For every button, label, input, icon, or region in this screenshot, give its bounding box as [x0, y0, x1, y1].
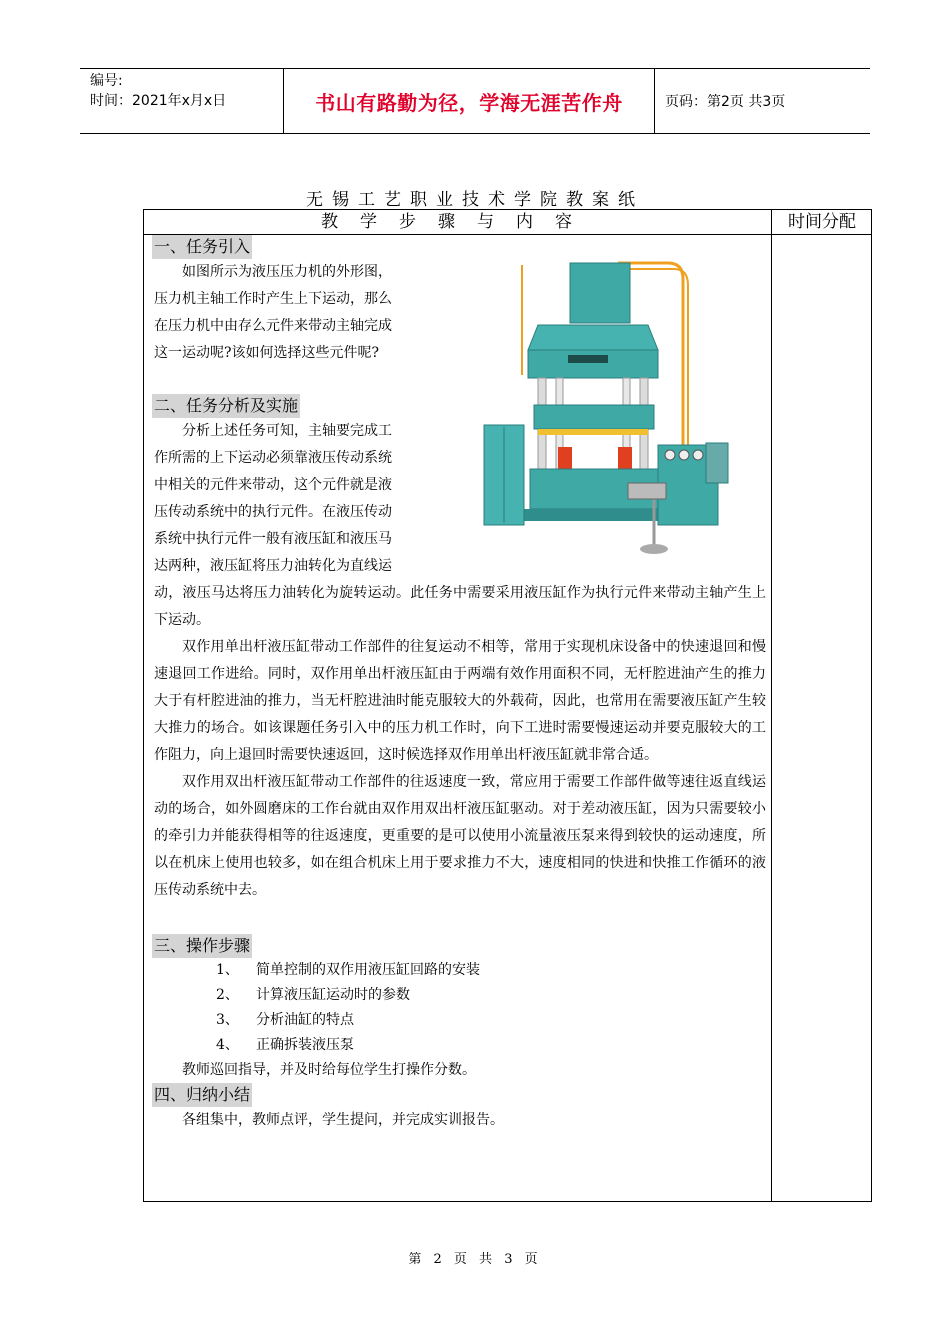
step-text: 正确拆装液压泵 [256, 1037, 354, 1053]
column-header-time: 时间分配 [788, 212, 856, 232]
step-number: 1、 [216, 962, 239, 978]
page-header [80, 68, 870, 134]
header-meta [80, 69, 283, 133]
list-item [154, 983, 766, 1008]
list-item [154, 1008, 766, 1033]
text-line: 中相关的元件来带动，这个元件就是液 [154, 477, 392, 493]
column-header-content: 教学步骤与内容 [321, 212, 594, 232]
step-text: 简单控制的双作用液压缸回路的安装 [256, 962, 480, 978]
step-number: 4、 [216, 1037, 239, 1053]
step-text: 计算液压缸运动时的参数 [256, 987, 410, 1003]
section-heading-operation-steps: 三、操作步骤 [152, 934, 252, 958]
task-analysis-paragraph-tail: 动，液压马达将压力油转化为旋转运动。此任务中需要采用液压缸作为执行元件来带动主轴产生上下运动。 [154, 585, 766, 628]
document-date-label: 时间：2021年x月x日 [90, 93, 227, 109]
text-line: 压力机主轴工作时产生上下运动，那么 [154, 291, 392, 307]
task-analysis-wrapped-text [154, 418, 456, 580]
list-item [154, 1033, 766, 1058]
text-line: 分析上述任务可知，主轴要完成工 [182, 423, 392, 439]
step-number: 2、 [216, 987, 239, 1003]
text-line: 达两种，液压缸将压力油转化为直线运 [154, 558, 392, 574]
step-text: 分析油缸的特点 [256, 1012, 354, 1028]
double-rod-cylinder-paragraph: 双作用双出杆液压缸带动工作部件的往返速度一致，常应用于需要工作部件做等速往返直线运动的场合，如外圆磨床的工作台就由双作用双出杆液压缸驱动。对于差动液压缸，因为只需要较小的牵引力并能获得相等的往返速度，更重要的是可以使用小流量液压泵来得到较快的运动速度，所以在机床上使用也较多，如在组合机床上用于要求推力不大，速度相同的快进和快推工作循环的液压传动系统中去。 [154, 774, 766, 898]
document-number-label: 编号: [90, 73, 123, 89]
document-title: 无锡工艺职业技术学院教案纸 [306, 190, 644, 210]
text-line: 作所需的上下运动必须靠液压传动系统 [154, 450, 392, 466]
step-number: 3、 [216, 1012, 239, 1028]
task-intro-paragraph [154, 259, 456, 367]
page-footer: 第 2 页 共 3 页 [408, 1252, 542, 1267]
section-heading-task-analysis: 二、任务分析及实施 [152, 394, 300, 418]
column-divider [771, 210, 772, 1201]
section-heading-task-intro: 一、任务引入 [152, 235, 252, 259]
text-line: 系统中执行元件一般有液压缸和液压马 [154, 531, 392, 547]
header-page-label: 页码：第2页 共3页 [665, 94, 786, 110]
section-heading-summary: 四、归纳小结 [152, 1083, 252, 1107]
list-item [154, 958, 766, 983]
text-line: 这一运动呢?该如何选择这些元件呢? [154, 345, 380, 361]
text-line: 如图所示为液压压力机的外形图， [182, 264, 392, 280]
teacher-guidance-note: 教师巡回指导，并及时给每位学生打操作分数。 [182, 1062, 476, 1078]
hydraulic-press-illustration [478, 255, 733, 560]
text-line: 压传动系统中的执行元件。在液压传动 [154, 504, 392, 520]
summary-paragraph: 各组集中，教师点评，学生提问，并完成实训报告。 [182, 1112, 504, 1128]
single-rod-cylinder-paragraph: 双作用单出杆液压缸带动工作部件的往复运动不相等，常用于实现机床设备中的快速退回和慢速退回工作进给。同时，双作用单出杆液压缸由于两端有效作用面积不同，无杆腔进油产生的推力大于有杆腔进油的推力，当无杆腔进油时能克服较大的外载荷，因此，也常用在需要液压缸产生较大推力的场合。如该课题任务引入中的压力机工作时，向下工进时需要慢速运动并要克服较大的工作阻力，向上退回时需要快速返回，这时候选择双作用单出杆液压缸就非常合适。 [154, 639, 766, 763]
header-motto: 书山有路勤为径，学海无涯苦作舟 [283, 69, 655, 133]
text-line: 在压力机中由存么元件来带动主轴完成 [154, 318, 392, 334]
